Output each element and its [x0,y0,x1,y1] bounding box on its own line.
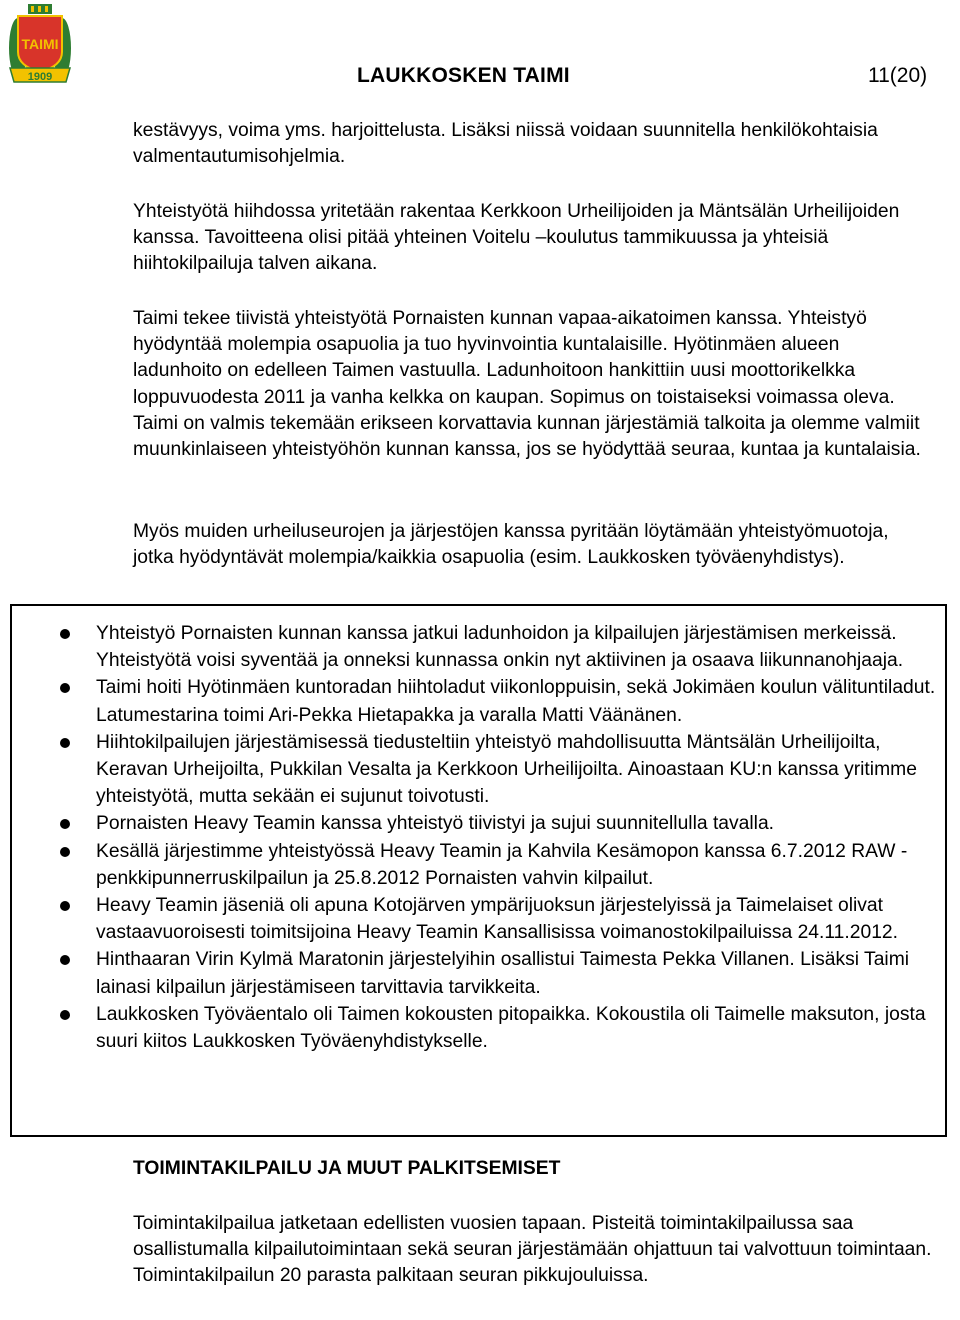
logo-text: TAIMI [21,36,59,52]
list-item [12,838,956,892]
list-item [12,1001,956,1055]
list-item [12,946,956,1000]
list-item-text: Heavy Teamin jäseniä oli apuna Kotojärven ympärijuoksun järjestelyissä ja Taimelaiset olivat vastaavuoroisesti toimitsijoina Heavy Teamin Kansallisissa voimanostokilpailuissa 24.11.2012. [96,895,899,944]
paragraph-4: Myös muiden urheiluseurojen ja järjestöjen kanssa pyritään löytämään yhteistyömuotoja, jotka hyödyntävät molempia/kaikkia osapuolia (esim. Laukkosken työväenyhdistys). [133,521,889,569]
list-item-text: Laukkosken Työväentalo oli Taimen kokousten pitopaikka. Kokoustila oli Taimelle maksuton, josta suuri kiitos Laukkosken Työväenyhdistykselle. [96,1003,926,1053]
logo-year: 1909 [27,71,53,83]
paragraph-1: kestävyys, voima yms. harjoittelusta. Lisäksi niissä voidaan suunnitella henkilökohtaisia valmentautumisohjelmia. [133,120,878,168]
bullet-icon [60,847,70,857]
list-item [12,892,956,946]
list-item [12,620,956,674]
club-logo [4,2,76,88]
bullet-icon [60,683,70,693]
bullet-box [10,604,947,1137]
list-item [12,729,956,811]
bullet-icon [60,819,70,829]
list-item-text: Yhteistyö Pornaisten kunnan kanssa jatkui ladunhoidon ja kilpailujen järjestämisen merkeissä. Yhteistyötä voisi syventää ja onneksi kunnassa onkin nyt aktiivinen ja osaava liikunnanohjaaja. [96,623,904,672]
taimi-crest-icon [4,2,76,88]
page-number: 11(20) [868,64,928,87]
bullet-icon [60,738,70,748]
paragraph-3: Taimi tekee tiivistä yhteistyötä Pornaisten kunnan vapaa-aikatoimen kanssa. Yhteistyö hyödyntää molempia osapuolia ja tuo hyvinvointia kuntalaisille. Hyötinmäen alueen ladunhoito on edelleen Taimen vastuulla. Ladunhoitoon hankittiin uusi moottorikelkka loppuvuodesta 2011 ja vanha kelkka on kaupan. Sopimus on toistaiseksi voimassa oleva. Taimi on valmis tekemään erikseen korvattavia kunnan järjestämiä talkoita ja olemme valmiit muunkinlaiseen yhteistyöhön kunnan kanssa, jos se hyödyttää seuraa, kuntaa ja kuntalaisia. [133,308,921,461]
bullet-icon [60,1010,70,1020]
list-item-text: Hinthaaran Virin Kylmä Maratonin järjestelyihin osallistui Taimesta Pekka Villanen. Lisäksi Taimi lainasi kilpailun järjestämiseen tarvittavia tarvikkeita. [96,949,910,998]
list-item [12,674,956,728]
bullet-icon [60,629,70,639]
bullet-icon [60,901,70,911]
list-item-text: Taimi hoiti Hyötinmäen kuntoradan hiihtoladut viikonloppuisin, sekä Jokimäen koulun välituntiladut. Latumestarina toimi Ari-Pekka Hietapakka ja varalla Matti Väänänen. [96,677,936,726]
bullet-icon [60,955,70,965]
paragraph-5: Toimintakilpailua jatketaan edellisten vuosien tapaan. Pisteitä toimintakilpailussa saa osallistumalla kilpailutoimintaan sekä seuran järjestämään ohjattuun tai valvottuun toimintaan. Toimintakilpailun 20 parasta palkitaan seuran pikkujouluissa. [133,1213,932,1287]
document-title: LAUKKOSKEN TAIMI [357,64,570,87]
section-heading: TOIMINTAKILPAILU JA MUUT PALKITSEMISET [133,1158,561,1179]
list-item-text: Kesällä järjestimme yhteistyössä Heavy Teamin ja Kahvila Kesämopon kanssa 6.7.2012 RAW -penkkipunnerruskilpailun ja 25.8.2012 Pornaisten vahvin kilpailut. [96,840,908,889]
bullet-list [12,620,956,1055]
list-item-text: Pornaisten Heavy Teamin kanssa yhteistyö tiivistyi ja sujui suunnitellulla tavalla. [96,813,775,835]
list-item [12,810,956,837]
list-item-text: Hiihtokilpailujen järjestämisessä tiedusteltiin yhteistyö mahdollisuutta Mäntsälän Urheilijoilta, Keravan Urheijoilta, Pukkilan Vesalta ja Kerkkoon Urheilijoilta. Ainoastaan KU:n kanssa yritimme yhteistyötä, mutta sekään ei sujunut toivotusti. [96,731,917,808]
paragraph-2: Yhteistyötä hiihdossa yritetään rakentaa Kerkkoon Urheilijoiden ja Mäntsälän Urheilijoiden kanssa. Tavoitteena olisi pitää yhteinen Voitelu –koulutus tammikuussa ja yhteisiä hiihtokilpailuja talven aikana. [133,201,900,275]
